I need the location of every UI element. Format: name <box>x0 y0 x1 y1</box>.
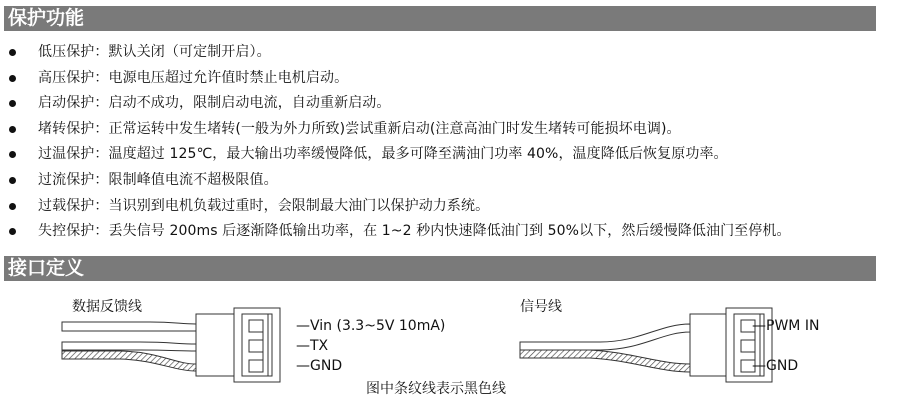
list-item <box>0 117 791 143</box>
bullet-dot-icon <box>9 75 16 82</box>
list-item-text: 低压保护：默认关闭（可定制开启）。 <box>38 44 271 60</box>
bullet-dot-icon <box>9 151 16 158</box>
list-item <box>0 168 791 194</box>
list-item <box>0 194 791 220</box>
list-item <box>0 91 791 117</box>
signal-cable-title: 信号线 <box>520 299 562 315</box>
list-item-text: 堵转保护：正常运转中发生堵转(一般为外力所致)尝试重新启动(注意高油门时发生堵转可能损坏电调)。 <box>38 120 681 137</box>
list-item-text: 过温保护：温度超过 125℃，最大输出功率缓慢降低，最多可降至满油门功率 40%，温度降低后恢复原功率。 <box>38 146 728 163</box>
list-item-text: 高压保护：电源电压超过允许值时禁止电机启动。 <box>38 69 349 86</box>
pin-label-pwm: —PWM IN <box>752 318 820 334</box>
data-cable-title: 数据反馈线 <box>72 299 142 315</box>
data-cable-wires <box>62 322 196 371</box>
wire-gnd-black <box>62 351 196 371</box>
data-cable-connector <box>196 308 280 382</box>
wire-gnd-black <box>520 350 690 372</box>
diagram-caption: 图中条纹线表示黑色线 <box>366 381 506 397</box>
bullet-dot-icon <box>9 177 16 184</box>
pin-label-vin: —Vin (3.3~5V 10mA) <box>296 318 446 334</box>
pin-label-tx: —TX <box>296 338 329 354</box>
bullet-dot-icon <box>9 228 16 235</box>
section-header-protection: 保护功能 <box>4 6 876 31</box>
signal-cable-wires <box>520 324 690 372</box>
bullet-dot-icon <box>9 49 16 56</box>
bullet-dot-icon <box>9 126 16 133</box>
list-item-text: 失控保护：丢失信号 200ms 后逐渐降低输出功率，在 1~2 秒内快速降低油门到 50%以下，然后缓慢降低油门至停机。 <box>38 223 791 240</box>
list-item-text: 启动保护：启动不成功，限制启动电流，自动重新启动。 <box>38 95 391 112</box>
wiring-diagram <box>0 286 898 400</box>
list-item <box>0 66 791 92</box>
wire-pwm <box>520 324 690 350</box>
bullet-dot-icon <box>9 203 16 210</box>
pin-label-gnd: —GND <box>296 358 343 374</box>
section-header-interface: 接口定义 <box>4 256 876 281</box>
list-item <box>0 142 791 168</box>
list-item-text: 过载保护：当识别到电机负载过重时，会限制最大油门以保护动力系统。 <box>38 197 490 214</box>
list-item-text: 过流保护：限制峰值电流不超极限值。 <box>38 171 278 188</box>
bullet-dot-icon <box>9 100 16 107</box>
list-item <box>0 219 791 245</box>
list-item <box>0 40 791 66</box>
wire-tx <box>62 342 196 351</box>
protection-list <box>0 40 791 245</box>
pin-label-gnd-signal: —GND <box>752 358 799 374</box>
wire-vin <box>62 322 196 331</box>
